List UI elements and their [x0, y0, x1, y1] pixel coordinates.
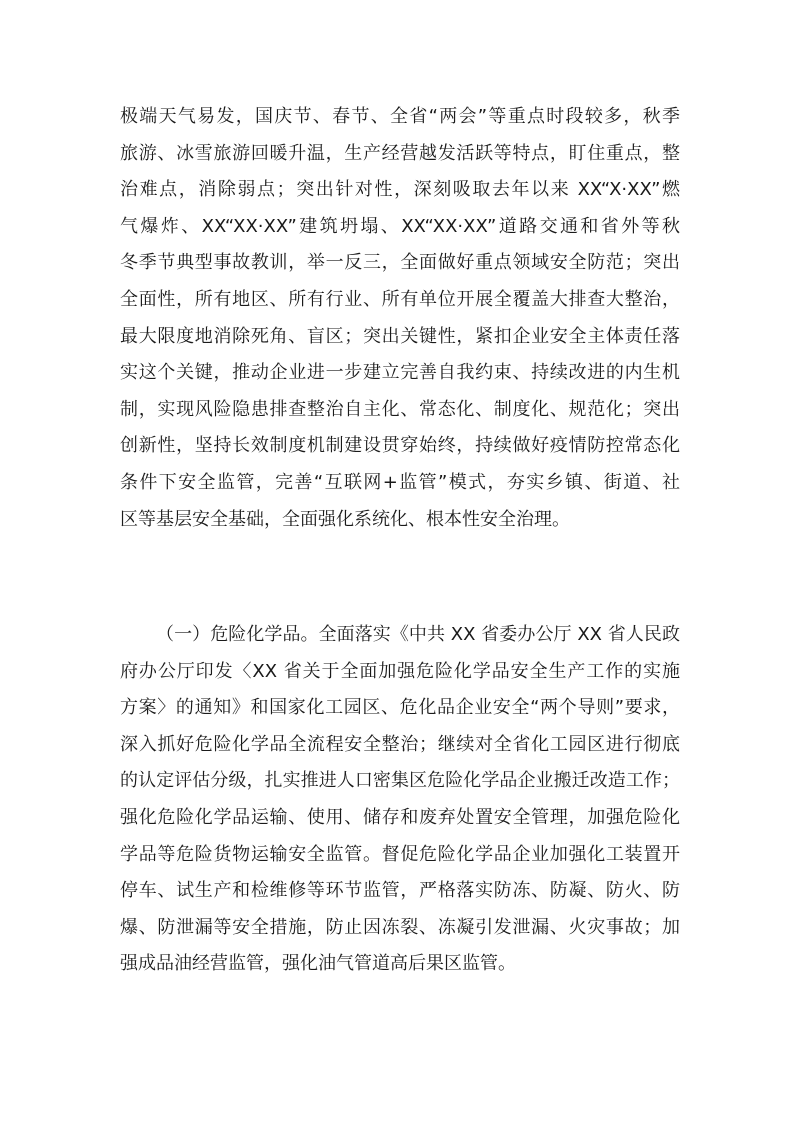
text-line: 最大限度地消除死角、盲区；突出关键性，紧扣企业安全主体责任落 [120, 325, 680, 347]
text-line: 停车、试生产和检维修等环节监管，严格落实防冻、防凝、防火、防 [120, 880, 680, 902]
text-line: 旅游、冰雪旅游回暖升温，生产经营越发活跃等特点，盯住重点，整 [120, 142, 680, 164]
text-line: 冬季节典型事故教训，举一反三，全面做好重点领域安全防范；突出 [120, 252, 680, 274]
section-paragraph-hazardous-chemicals [120, 617, 680, 983]
text-line: 区等基层安全基础，全面强化系统化、根本性安全治理。 [120, 508, 570, 530]
text-line: 强化危险化学品运输、使用、储存和废弃处置安全管理，加强危险化 [120, 806, 680, 828]
text-line: （一）危险化学品。全面落实《中共 XX 省委办公厅 XX 省人民政 [156, 624, 680, 645]
text-line: 学品等危险货物运输安全监管。督促危险化学品企业加强化工装置开 [120, 843, 680, 865]
text-line: 爆、防泄漏等安全措施，防止因冻裂、冻凝引发泄漏、火灾事故；加 [120, 916, 680, 938]
text-line: 条件下安全监管，完善“互联网+监管”模式，夯实乡镇、街道、社 [120, 471, 680, 493]
text-line: 方案〉的通知》和国家化工园区、危化品企业安全“两个导则”要求， [120, 697, 680, 719]
text-line: 气爆炸、XX“XX·XX”建筑坍塌、XX“XX·XX”道路交通和省外等秋 [120, 215, 680, 237]
text-line: 创新性，坚持长效制度机制建设贯穿始终，持续做好疫情防控常态化 [120, 435, 680, 457]
text-line: 深入抓好危险化学品全流程安全整治；继续对全省化工园区进行彻底 [120, 733, 680, 755]
text-line: 强成品油经营监管，强化油气管道高后果区监管。 [120, 953, 516, 975]
text-line: 制，实现风险隐患排查整治自主化、常态化、制度化、规范化；突出 [120, 398, 680, 420]
body-paragraph [120, 99, 680, 538]
text-line: 府办公厅印发〈XX 省关于全面加强危险化学品安全生产工作的实施 [120, 660, 680, 682]
text-line: 全面性，所有地区、所有行业、所有单位开展全覆盖大排查大整治， [120, 288, 680, 310]
text-line: 的认定评估分级，扎实推进人口密集区危险化学品企业搬迁改造工作； [120, 770, 680, 792]
text-line: 实这个关键，推动企业进一步建立完善自我约束、持续改进的内生机 [120, 362, 680, 384]
text-line: 治难点，消除弱点；突出针对性，深刻吸取去年以来 XX“X·XX”燃 [120, 179, 680, 201]
text-line: 极端天气易发，国庆节、春节、全省“两会”等重点时段较多，秋季 [120, 106, 680, 127]
